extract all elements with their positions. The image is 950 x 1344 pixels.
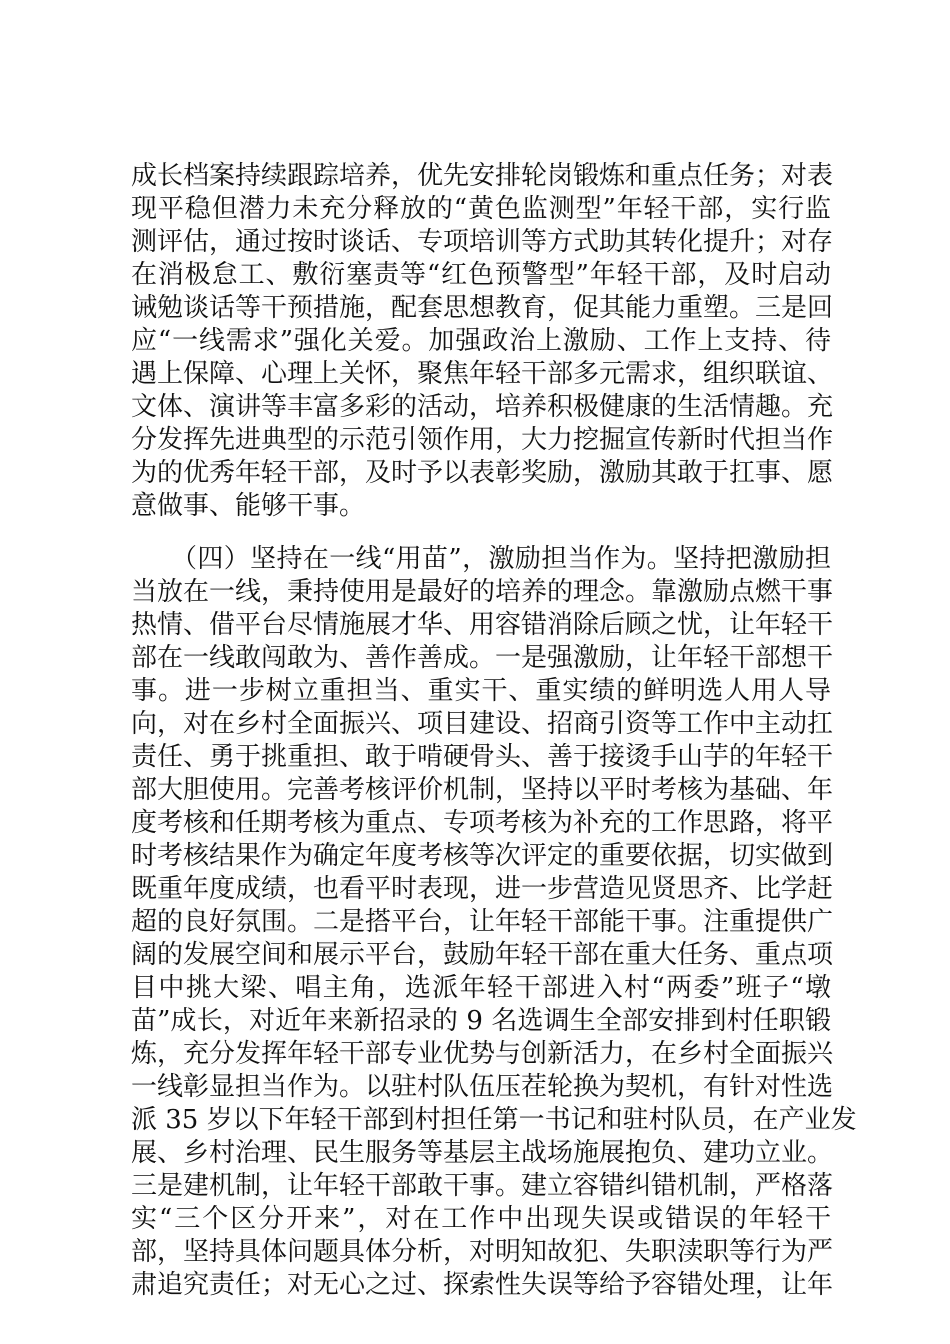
text-line: 意做事、能够干事。	[131, 491, 366, 521]
text-line: 实“三个区分开来”，对在工作中出现失误或错误的年轻干	[131, 1204, 831, 1234]
text-line: 部在一线敢闯敢为、善作善成。一是强激励，让年轻干部想干	[131, 643, 834, 673]
text-line: 超的良好氛围。二是搭平台，让年轻干部能干事。注重提供广	[131, 907, 834, 937]
text-line: 成长档案持续跟踪培养，优先安排轮岗锻炼和重点任务；对表	[131, 161, 834, 191]
text-line: 分发挥先进典型的示范引领作用，大力挖掘宣传新时代担当作	[131, 425, 834, 455]
text-line: 时考核结果作为确定年度考核等次评定的重要依据，切实做到	[131, 841, 834, 871]
text-line: （四）坚持在一线“用苗”，激励担当作为。坚持把激励担	[171, 544, 831, 574]
text-line: 目中挑大梁、唱主角，选派年轻干部进入村“两委”班子“墩	[131, 973, 831, 1003]
text-line: 阔的发展空间和展示平台，鼓励年轻干部在重大任务、重点项	[131, 940, 834, 970]
text-line: 文体、演讲等丰富多彩的活动，培养积极健康的生活情趣。充	[131, 392, 834, 422]
text-line: 热情、借平台尽情施展才华、用容错消除后顾之忧，让年轻干	[131, 610, 834, 640]
text-line: 现平稳但潜力未充分释放的“黄色监测型”年轻干部，实行监	[131, 194, 831, 224]
text-line: 派 35 岁以下年轻干部到村担任第一书记和驻村队员，在产业发	[131, 1105, 857, 1135]
text-line: 一线彰显担当作为。以驻村队伍压茬轮换为契机，有针对性选	[131, 1072, 834, 1102]
text-line: 展、乡村治理、民生服务等基层主战场施展抱负、建功立业。	[131, 1138, 834, 1168]
text-line: 当放在一线，秉持使用是最好的培养的理念。靠激励点燃干事	[131, 577, 834, 607]
text-line: 在消极怠工、敷衍塞责等“红色预警型”年轻干部，及时启动	[131, 260, 831, 290]
text-line: 肃追究责任；对无心之过、探索性失误等给予容错处理，让年	[131, 1270, 834, 1300]
text-line: 测评估，通过按时谈话、专项培训等方式助其转化提升；对存	[131, 227, 834, 257]
text-line: 责任、勇于挑重担、敢于啃硬骨头、善于接烫手山芋的年轻干	[131, 742, 834, 772]
text-line: 部，坚持具体问题具体分析，对明知故犯、失职渎职等行为严	[131, 1237, 834, 1267]
text-line: 诫勉谈话等干预措施，配套思想教育，促其能力重塑。三是回	[131, 293, 834, 323]
text-line: 事。进一步树立重担当、重实干、重实绩的鲜明选人用人导	[131, 676, 831, 706]
text-line: 度考核和任期考核为重点、专项考核为补充的工作思路，将平	[131, 808, 834, 838]
text-line: 炼，充分发挥年轻干部专业优势与创新活力，在乡村全面振兴	[131, 1039, 834, 1069]
text-line: 向，对在乡村全面振兴、项目建设、招商引资等工作中主动扛	[131, 709, 834, 739]
text-line: 三是建机制，让年轻干部敢干事。建立容错纠错机制，严格落	[131, 1171, 834, 1201]
text-line: 应“一线需求”强化关爱。加强政治上激励、工作上支持、待	[131, 326, 831, 356]
text-line: 苗”成长，对近年来新招录的 9 名选调生全部安排到村任职锻	[131, 1006, 831, 1036]
text-line: 遇上保障、心理上关怀，聚焦年轻干部多元需求，组织联谊、	[131, 359, 834, 389]
text-line: 既重年度成绩，也看平时表现，进一步营造见贤思齐、比学赶	[131, 874, 834, 904]
text-line: 部大胆使用。完善考核评价机制，坚持以平时考核为基础、年	[131, 775, 834, 805]
text-line: 为的优秀年轻干部，及时予以表彰奖励，激励其敢于扛事、愿	[131, 458, 834, 488]
